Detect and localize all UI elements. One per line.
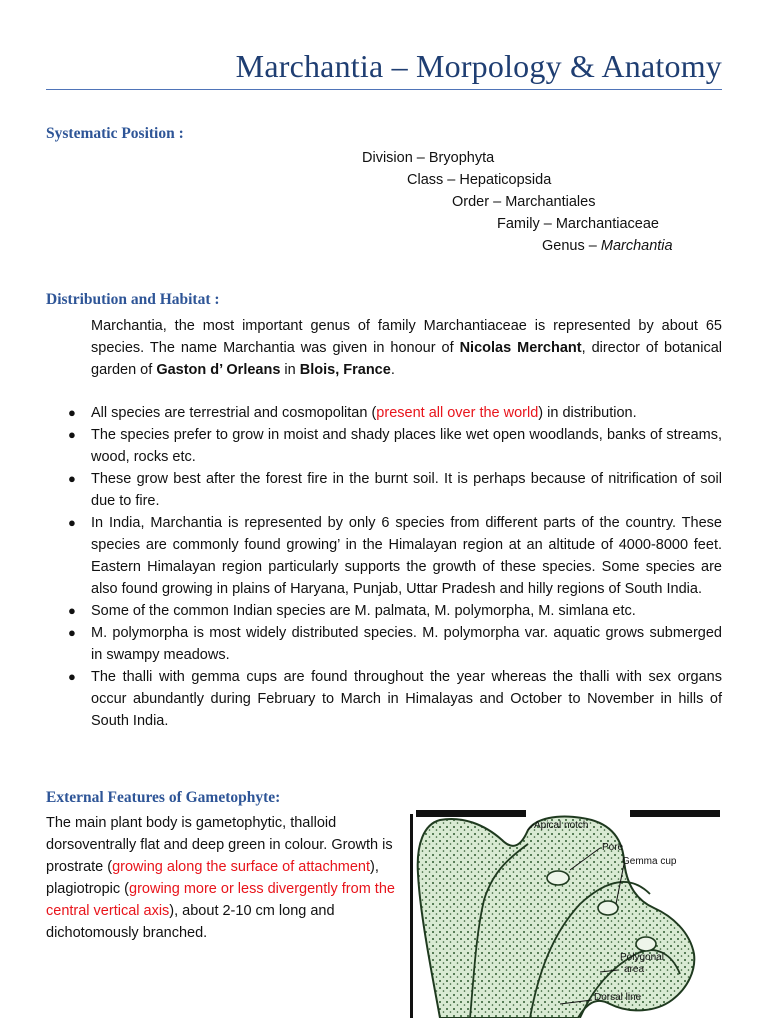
label-dorsal-line: Dorsal line	[594, 992, 642, 1003]
page-title: Marchantia – Morpology & Anatomy	[235, 48, 722, 84]
sys-division: Division – Bryophyta	[362, 150, 495, 166]
bullet-icon: ●	[68, 515, 76, 530]
habitat-bullet-list	[65, 402, 722, 732]
label-apical-notch: Apical notch	[534, 820, 589, 831]
figure-left-edge	[410, 814, 413, 1018]
sys-genus: Genus – Marchantia	[542, 238, 673, 254]
list-item: ● M. polymorpha is most widely distributed species. M. polymorpha var. aquatic grows submerged in swampy meadows.	[65, 622, 722, 666]
bullet-icon: ●	[68, 603, 76, 618]
gemma-cup-icon	[636, 937, 656, 951]
list-item: ● Some of the common Indian species are M. palmata, M. polymorpha, M. simlana etc.	[65, 600, 722, 622]
sys-class: Class – Hepaticopsida	[407, 172, 552, 188]
marchantia-thallus-figure	[410, 804, 728, 1018]
label-pore: Pore	[602, 842, 624, 853]
gemma-cup-icon	[547, 871, 569, 885]
thallus-body	[418, 817, 695, 1019]
label-polygonal-area: Polygonal	[620, 952, 664, 963]
systematic-heading: Systematic Position :	[46, 125, 184, 142]
bullet-icon: ●	[68, 471, 76, 486]
list-item: ● The species prefer to grow in moist and shady places like wet open woodlands, banks of streams, wood, rocks etc.	[65, 424, 722, 468]
label-polygonal-area-2: area	[624, 964, 645, 975]
external-features-paragraph: The main plant body is gametophytic, thalloid dorsoventrally flat and deep green in colour. Growth is prostrate (growing along the surface of attachment), plagiotropic (growing more or less divergently from the central vertical axis), about 2-10 cm long and dichotomously branched.	[46, 815, 395, 941]
label-gemma-cup: Gemma cup	[622, 856, 677, 867]
external-features-heading: External Features of Gametophyte:	[46, 789, 281, 806]
bullet-icon: ●	[68, 427, 76, 442]
distribution-paragraph: Marchantia, the most important genus of family Marchantiaceae is represented by about 65 species. The name Marchantia was given in honour of Nicolas Merchant, director of botanical garden of Gaston d’ Orleans in Blois, France.	[91, 318, 722, 378]
title-rule	[46, 89, 722, 90]
list-item: ● All species are terrestrial and cosmopolitan (present all over the world) in distribution.	[65, 402, 722, 424]
list-item: ● The thalli with gemma cups are found throughout the year whereas the thalli with sex organs occur abundantly during February to March in Himalayas and October to November in hills of South India.	[65, 666, 722, 732]
sys-family: Family – Marchantiaceae	[497, 216, 659, 232]
bullet-icon: ●	[68, 405, 76, 420]
distribution-heading: Distribution and Habitat :	[46, 291, 220, 308]
figure-top-bar-left	[416, 810, 526, 817]
list-item: ● These grow best after the forest fire in the burnt soil. It is perhaps because of nitrification of soil due to fire.	[65, 468, 722, 512]
list-item: ● In India, Marchantia is represented by only 6 species from different parts of the country. These species are commonly found growing’ in the Himalayan region at an altitude of 4000-8000 feet. Eastern Himalayan region particularly supports the growth of these species. Some species are also found growing in plains of Haryana, Punjab, Uttar Pradesh and hilly regions of South India.	[65, 512, 722, 600]
figure-top-bar-right	[630, 810, 720, 817]
bullet-icon: ●	[68, 625, 76, 640]
bullet-icon: ●	[68, 669, 76, 684]
gemma-cup-icon	[598, 901, 618, 915]
sys-order: Order – Marchantiales	[452, 194, 596, 210]
